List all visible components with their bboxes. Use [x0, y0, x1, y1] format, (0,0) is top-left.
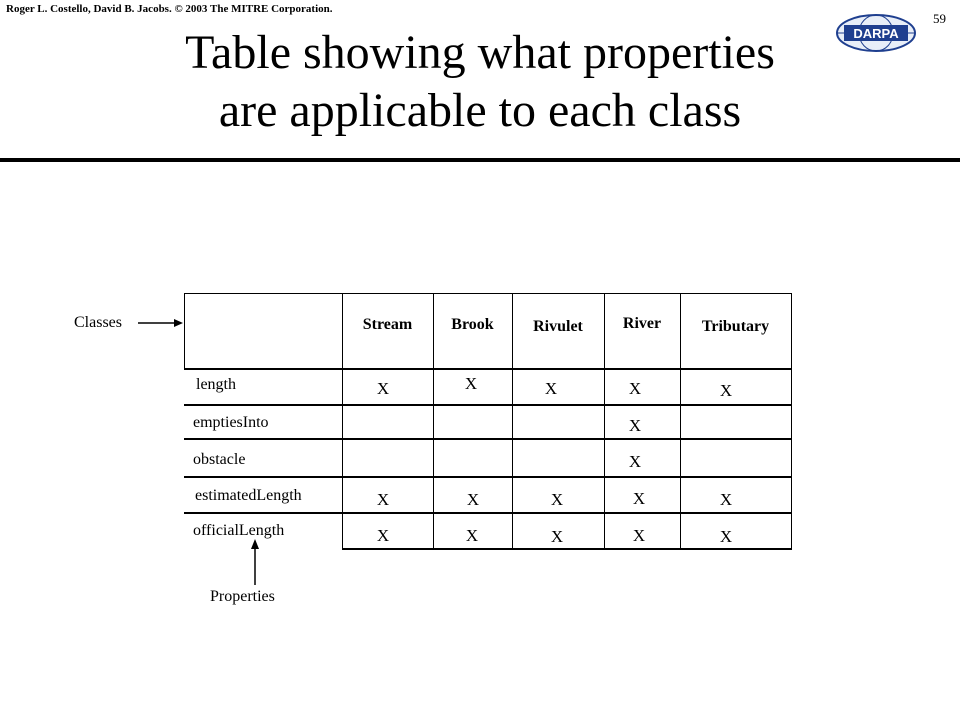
cell-estimatedlength-stream: X: [376, 490, 390, 509]
table-left-border: [184, 293, 185, 368]
header-divider: [184, 368, 792, 370]
property-label-emptiesinto: emptiesInto: [193, 414, 269, 431]
cell-length-rivulet: X: [544, 379, 558, 398]
cell-length-stream: X: [376, 379, 390, 398]
cell-estimatedlength-rivulet: X: [550, 490, 564, 509]
darpa-logo-text: DARPA: [853, 26, 899, 41]
classes-label: Classes: [74, 314, 122, 331]
cell-estimatedlength-river: X: [632, 489, 646, 508]
cell-officiallength-rivulet: X: [550, 527, 564, 546]
cell-officiallength-tributary: X: [719, 527, 733, 546]
cell-estimatedlength-brook: X: [466, 490, 480, 509]
column-header-rivulet: Rivulet: [533, 318, 583, 335]
slide-number: 59: [933, 11, 946, 26]
property-label-length: length: [196, 376, 236, 393]
column-header-brook: Brook: [451, 316, 494, 333]
row-divider: [184, 438, 792, 440]
row-divider: [184, 404, 792, 406]
cell-length-river: X: [628, 379, 642, 398]
row-divider: [184, 512, 792, 514]
column-header-river: River: [622, 315, 662, 332]
slide-title-line-1: Table showing what properties: [185, 26, 775, 79]
cell-officiallength-river: X: [632, 526, 646, 545]
table-bottom-border: [342, 548, 792, 550]
row-divider: [184, 476, 792, 478]
cell-officiallength-stream: X: [376, 526, 390, 545]
cell-officiallength-brook: X: [465, 526, 479, 545]
cell-length-tributary: X: [719, 381, 733, 400]
column-header-tributary: Tributary: [701, 318, 770, 335]
table-top-border: [184, 293, 792, 294]
column-header-stream: Stream: [362, 316, 413, 333]
slide-title-line-2: are applicable to each class: [218, 84, 742, 137]
properties-label: Properties: [210, 588, 275, 605]
property-label-obstacle: obstacle: [193, 451, 246, 468]
cell-obstacle-river: X: [628, 452, 642, 471]
property-label-officiallength: officialLength: [193, 522, 285, 539]
copyright-text: Roger L. Costello, David B. Jacobs. © 2003 The MITRE Corporation.: [6, 3, 333, 15]
cell-estimatedlength-tributary: X: [719, 490, 733, 509]
cell-length-brook: X: [464, 374, 478, 393]
property-label-estimatedlength: estimatedLength: [195, 487, 302, 504]
cell-emptiesinto-river: X: [628, 416, 642, 435]
